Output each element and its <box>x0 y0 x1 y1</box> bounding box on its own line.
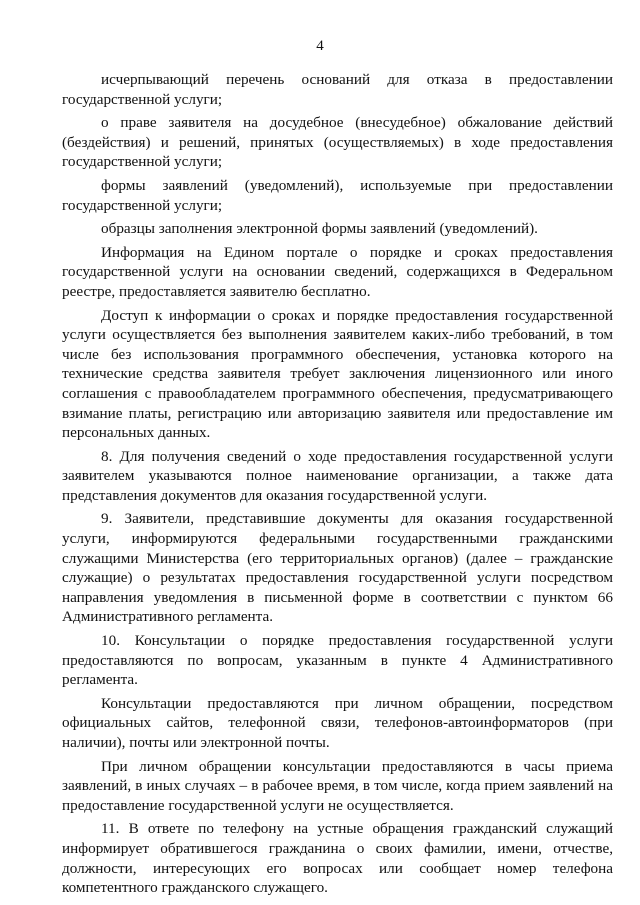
paragraph-refusal-grounds: исчерпывающий перечень оснований для отказа в предоставлении государственной услуги; <box>62 71 613 108</box>
paragraph-appeal-right: о праве заявителя на досудебное (внесудебное) обжалование действий (бездействия) и решений, принятых (осуществляемых) в ходе предоставления государственной услуги; <box>62 114 613 171</box>
paragraph-portal-info: Информация на Едином портале о порядке и сроках предоставления государственной услуги на основании сведений, содержащихся в Федеральном реестре, предоставляется заявителю бесплатно. <box>62 243 613 300</box>
paragraph-application-forms: формы заявлений (уведомлений), используемые при предоставлении государственной услуги; <box>62 176 613 214</box>
paragraph-personal-visit: При личном обращении консультации предоставляются в часы приема заявлений, в иных случаях – в рабочее время, в том числе, когда прием заявлений на предоставление государственной услуги не осуществляется. <box>62 757 613 814</box>
paragraph-item-9: 9. Заявители, представившие документы для оказания государственной услуги, информируются федеральными государственными гражданскими служащими Министерства (его территориальных органов) (далее – гражданские служащие) о результатах предоставления государственной услуги посредством направления уведомления в письменной форме в соответствии с пунктом 66 Административного регламента. <box>62 510 613 626</box>
paragraph-form-samples: образцы заполнения электронной формы заявлений (уведомлений). <box>101 220 538 238</box>
paragraph-item-11: 11. В ответе по телефону на устные обращения гражданский служащий информирует обратившегося гражданина о своих фамилии, имени, отчестве, должности, интересующих его вопросах или сообщает номер телефона компетентного гражданского служащего. <box>62 820 613 897</box>
paragraph-consultation-channels: Консультации предоставляются при личном обращении, посредством официальных сайтов, телефонной связи, телефонов-автоинформаторов (при наличии), почты или электронной почты. <box>62 694 613 751</box>
paragraph-item-8: 8. Для получения сведений о ходе предоставления государственной услуги заявителем указываются полное наименование организации, а также дата представления документов для оказания государственной услуги. <box>62 447 613 504</box>
paragraph-access-info: Доступ к информации о сроках и порядке предоставления государственной услуги осуществляется без выполнения заявителем каких-либо требований, в том числе без использования программного обеспечения, установка которого на технические средства заявителя требует заключения лицензионного или иного соглашения с правообладателем программного обеспечения, предусматривающего взимание платы, регистрацию или авторизацию заявителя или предоставление им персональных данных. <box>62 306 613 442</box>
document-body <box>62 70 613 902</box>
paragraph-item-10: 10. Консультации о порядке предоставления государственной услуги предоставляются по вопросам, указанным в пункте 4 Административного регламента. <box>62 632 613 689</box>
page-number: 4 <box>316 38 324 54</box>
